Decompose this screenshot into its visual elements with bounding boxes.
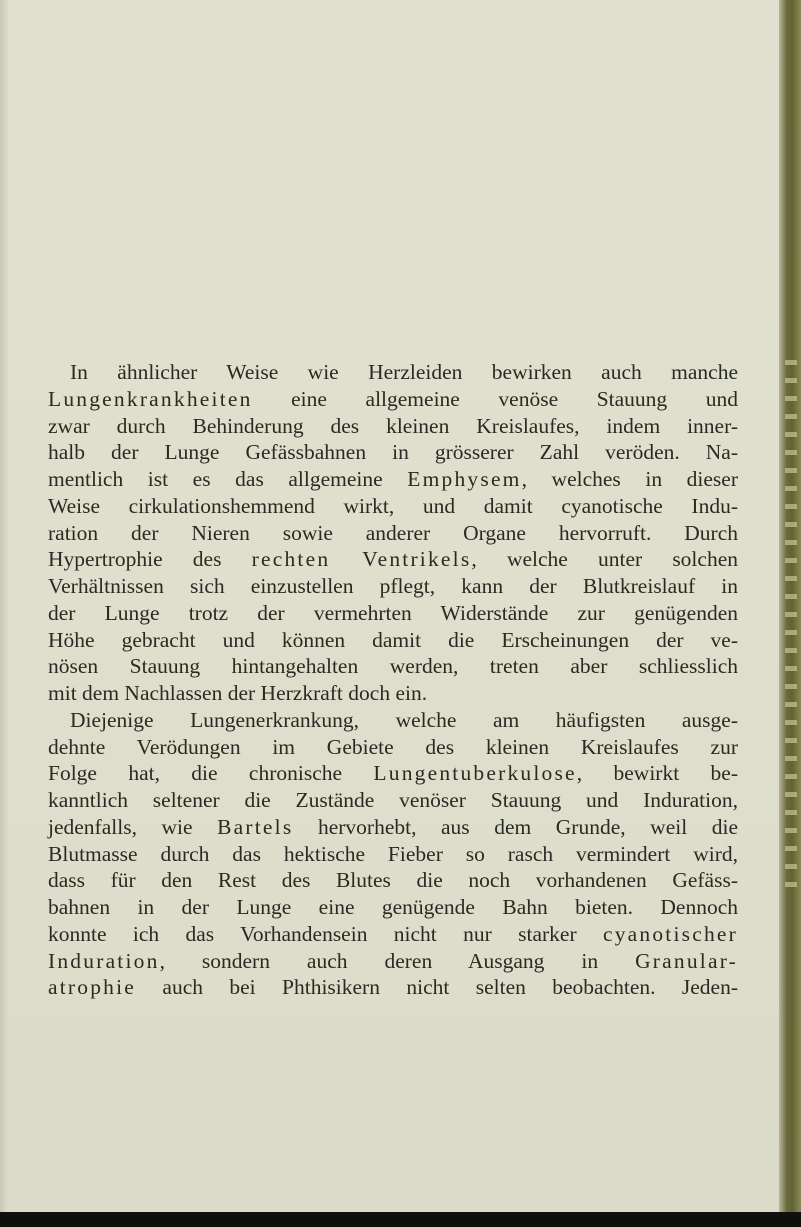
- text-line: Blutmasse durch das hektische Fieber so rasch vermindert wird,: [48, 841, 738, 866]
- scan-bottom-border: [0, 1212, 801, 1227]
- text-line: halb der Lunge Gefässbahnen in grösserer Zahl veröden. Na-: [48, 440, 738, 465]
- emphasis-term: Lungentuberkulose: [373, 761, 577, 786]
- emphasis-term: Bartels: [217, 814, 294, 839]
- paragraph-2: [48, 707, 738, 1001]
- text-run: auch bei Phthisikern nicht selten beobachten. Jeden-: [136, 975, 738, 1000]
- text-line: dehnte Verödungen im Gebiete des kleinen Kreislaufes zur: [48, 734, 738, 759]
- body-text: [48, 359, 738, 1001]
- text-line: dass für den Rest des Blutes die noch vorhandenen Gefäss-: [48, 868, 738, 893]
- text-line: [48, 921, 738, 948]
- page-right-edge: [779, 0, 801, 1227]
- text-line: [48, 386, 738, 413]
- text-line: [48, 466, 738, 493]
- text-line: [48, 974, 738, 1001]
- emphasis-term: Induration: [48, 948, 160, 973]
- text-line: [48, 760, 738, 787]
- text-line: [48, 546, 738, 573]
- text-run: Folge hat, die chronische: [48, 761, 374, 786]
- emphasis-term: Emphysem: [407, 467, 522, 491]
- text-run: jedenfalls, wie: [48, 814, 218, 839]
- text-line: ration der Nieren sowie anderer Organe hervorruft. Durch: [48, 520, 738, 545]
- text-line: In ähnlicher Weise wie Herzleiden bewirken auch manche: [70, 360, 738, 384]
- text-line: der Lunge trotz der vermehrten Widerstände zur genügenden: [48, 600, 738, 625]
- emphasis-term: rechten Ventrikels: [251, 547, 472, 572]
- text-line: Verhältnissen sich einzustellen pflegt, kann der Blutkreislauf in: [48, 574, 738, 598]
- text-run: hervorhebt, aus dem Grunde, weil die: [293, 814, 738, 839]
- text-run: , bewirkt be-: [576, 761, 738, 786]
- text-run: konnte ich das Vorhandensein nicht nur starker: [48, 921, 603, 946]
- text-line: [48, 948, 738, 975]
- edge-stain: [785, 360, 797, 900]
- text-run: , welches in dieser: [521, 467, 738, 491]
- text-line: Diejenige Lungenerkrankung, welche am häufigsten ausge-: [70, 707, 738, 732]
- emphasis-term: atrophie: [48, 975, 137, 1000]
- text-run: , sondern auch deren Ausgang in: [159, 948, 636, 973]
- emphasis-term: Lungenkrankheiten: [48, 386, 253, 411]
- text-run: Hypertrophie des: [48, 547, 252, 572]
- text-line: kanntlich seltener die Zustände venöser Stauung und Induration,: [48, 788, 738, 812]
- text-run: , welche unter solchen: [471, 547, 738, 572]
- text-line: zwar durch Behinderung des kleinen Kreislaufes, indem inner-: [48, 413, 738, 438]
- emphasis-term: cyanotischer: [602, 921, 738, 946]
- text-line: nösen Stauung hintangehalten werden, treten aber schliesslich: [48, 654, 738, 679]
- emphasis-term: Granular-: [635, 948, 738, 973]
- text-line: Weise cirkulationshemmend wirkt, und damit cyanotische Indu-: [48, 493, 738, 518]
- text-line: Höhe gebracht und können damit die Erscheinungen der ve-: [48, 627, 738, 652]
- text-run: eine allgemeine venöse Stauung und: [252, 386, 738, 411]
- page-left-edge: [0, 0, 8, 1227]
- text-line: bahnen in der Lunge eine genügende Bahn bieten. Dennoch: [48, 895, 738, 919]
- text-line: mit dem Nachlassen der Herzkraft doch ein.: [48, 681, 428, 705]
- paragraph-1: [48, 359, 738, 707]
- text-run: mentlich ist es das allgemeine: [48, 467, 408, 491]
- text-line: [48, 814, 738, 841]
